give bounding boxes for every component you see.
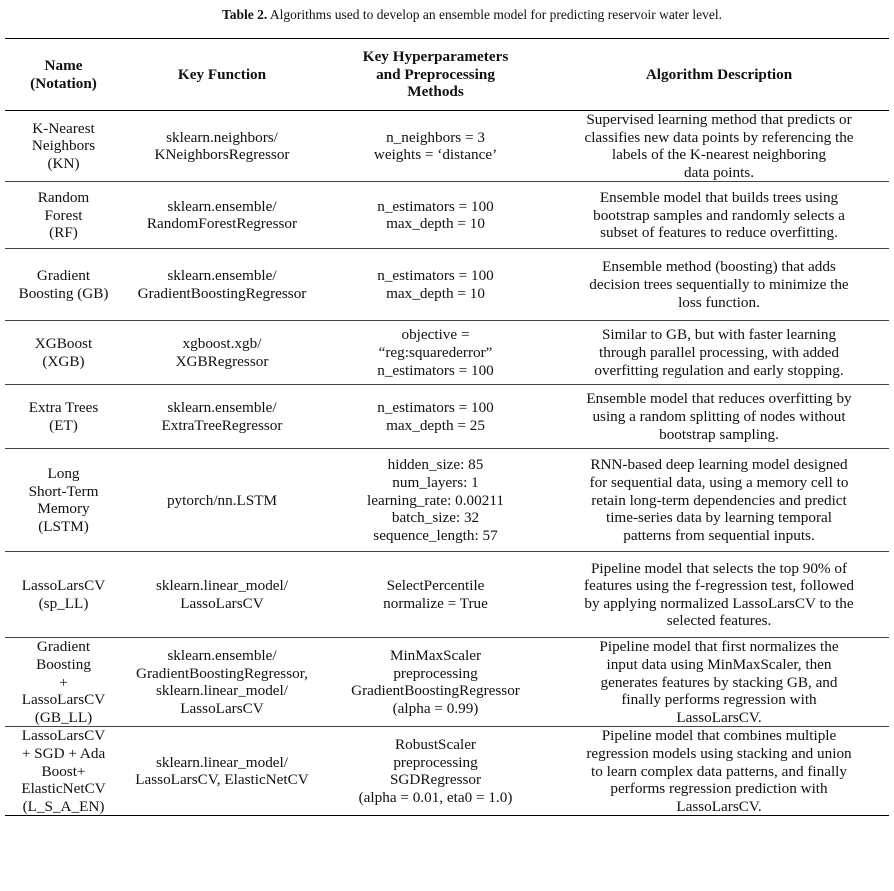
description-cell-line: Pipeline model that selects the top 90% of <box>590 559 848 577</box>
function-cell-line: sklearn.neighbors/ <box>166 128 278 146</box>
table-row <box>5 552 889 638</box>
name-cell-line: + SGD + Ada <box>21 744 106 762</box>
name-cell-line: Random <box>37 188 90 206</box>
function-cell <box>122 727 322 816</box>
function-cell-line: pytorch/nn.LSTM <box>166 491 278 509</box>
params-cell <box>322 638 549 727</box>
description-cell-line: Supervised learning method that predicts or <box>586 111 852 128</box>
params-cell-line: n_estimators = 100 <box>377 399 494 417</box>
params-cell <box>322 449 549 552</box>
function-cell-line: XGBRegressor <box>175 352 269 370</box>
description-cell-line: bootstrap sampling. <box>659 425 779 443</box>
params-cell-line: max_depth = 10 <box>386 284 485 302</box>
table-caption <box>222 6 882 24</box>
algorithms-table <box>5 38 889 816</box>
function-cell <box>122 111 322 182</box>
header-hyperparameters-line: and Preprocessing <box>376 65 495 83</box>
header-hyperparameters-line: Methods <box>407 83 464 101</box>
function-cell-line: KNeighborsRegressor <box>154 146 290 164</box>
function-cell <box>122 552 322 638</box>
name-cell-line: K-Nearest <box>32 119 95 137</box>
table-row <box>5 449 889 552</box>
name-cell <box>5 449 122 552</box>
table-body <box>5 111 889 816</box>
name-cell-line: (ET) <box>49 416 78 434</box>
description-cell-line: through parallel processing, with added <box>599 344 839 362</box>
function-cell <box>122 182 322 249</box>
name-cell-line: Gradient <box>36 638 91 656</box>
function-cell <box>122 449 322 552</box>
function-cell-line: LassoLarsCV <box>180 699 264 717</box>
name-cell <box>5 552 122 638</box>
function-cell <box>122 249 322 321</box>
function-cell <box>122 385 322 449</box>
description-cell-line: Ensemble model that reduces overfitting by <box>586 390 852 408</box>
params-cell-line: n_neighbors = 3 <box>386 128 485 146</box>
function-cell-line: RandomForestRegressor <box>146 215 298 233</box>
function-cell-line: sklearn.ensemble/ <box>167 267 277 285</box>
table-row <box>5 321 889 385</box>
description-cell-line: decision trees sequentially to minimize the <box>589 276 849 294</box>
description-cell <box>549 111 889 182</box>
name-cell-line: Extra Trees <box>28 399 99 417</box>
function-cell-line: xgboost.xgb/ <box>182 335 262 353</box>
description-cell <box>549 182 889 249</box>
name-cell-line: Forest <box>44 206 83 224</box>
function-cell-line: sklearn.linear_model/ <box>155 753 288 771</box>
table-row <box>5 727 889 816</box>
function-cell-line: sklearn.linear_model/ <box>155 577 288 595</box>
caption-label: Table 2. <box>222 7 268 22</box>
description-cell <box>549 727 889 816</box>
name-cell <box>5 111 122 182</box>
description-cell <box>549 552 889 638</box>
params-cell-line: (alpha = 0.01, eta0 = 1.0) <box>358 788 513 806</box>
name-cell-line: Short-Term <box>28 482 99 500</box>
name-cell-line: Boost+ <box>41 762 86 780</box>
params-cell-line: max_depth = 25 <box>386 416 485 434</box>
description-cell-line: classifies new data points by referencing the <box>584 128 854 146</box>
name-cell-line: Boosting <box>36 655 91 673</box>
table-row <box>5 638 889 727</box>
name-cell-line: (KN) <box>47 154 80 172</box>
description-cell-line: labels of the K-nearest neighboring <box>611 146 827 164</box>
table-row <box>5 385 889 449</box>
name-cell-line: Memory <box>37 500 90 518</box>
description-cell-line: finally performs regression with <box>621 691 817 709</box>
name-cell-line: (LSTM) <box>38 517 89 535</box>
description-cell <box>549 638 889 727</box>
header-description-line: Algorithm Description <box>645 65 793 83</box>
name-cell-line: LassoLarsCV <box>21 691 106 709</box>
function-cell <box>122 638 322 727</box>
header-row <box>5 39 889 111</box>
header-hyperparameters <box>322 39 549 111</box>
params-cell-line: batch_size: 32 <box>391 509 480 527</box>
params-cell <box>322 552 549 638</box>
params-cell-line: n_estimators = 100 <box>377 197 494 215</box>
name-cell-line: (GB_LL) <box>34 708 93 726</box>
params-cell-line: “reg:squarederror” <box>378 344 493 362</box>
table-row <box>5 182 889 249</box>
params-cell-line: normalize = True <box>383 594 488 612</box>
header-hyperparameters-line: Key Hyperparameters <box>362 48 509 66</box>
header-description <box>549 39 889 111</box>
description-cell-line: Similar to GB, but with faster learning <box>601 326 837 344</box>
params-cell-line: sequence_length: 57 <box>373 526 498 544</box>
name-cell-line: Long <box>47 465 80 483</box>
name-cell <box>5 321 122 385</box>
params-cell <box>322 182 549 249</box>
description-cell-line: LassoLarsCV. <box>676 797 762 815</box>
name-cell-line: (sp_LL) <box>38 594 89 612</box>
name-cell-line: XGBoost <box>34 335 93 353</box>
name-cell-line: (L_S_A_EN) <box>22 797 105 815</box>
name-cell <box>5 727 122 816</box>
function-cell-line: sklearn.ensemble/ <box>167 399 277 417</box>
function-cell-line: LassoLarsCV, ElasticNetCV <box>135 771 309 789</box>
description-cell-line: Pipeline model that first normalizes the <box>599 638 839 656</box>
header-key-function <box>122 39 322 111</box>
table-row <box>5 111 889 182</box>
params-cell-line: SGDRegressor <box>389 771 482 789</box>
caption-text: Algorithms used to develop an ensemble model for predicting reservoir water level. <box>269 7 723 22</box>
description-cell-line: data points. <box>683 163 755 181</box>
params-cell-line: objective = <box>401 326 470 344</box>
params-cell-line: learning_rate: 0.00211 <box>367 491 504 509</box>
function-cell-line: GradientBoostingRegressor, <box>136 664 308 682</box>
params-cell-line: max_depth = 10 <box>386 215 485 233</box>
description-cell-line: regression models using stacking and union <box>586 744 852 762</box>
description-cell <box>549 249 889 321</box>
params-cell-line: SelectPercentile <box>386 577 485 595</box>
description-cell-line: selected features. <box>666 612 772 630</box>
name-cell-line: ElasticNetCV <box>21 780 106 798</box>
name-cell-line: Gradient <box>36 267 91 285</box>
description-cell-line: LassoLarsCV. <box>676 708 762 726</box>
description-cell-line: loss function. <box>678 293 760 311</box>
description-cell-line: generates features by stacking GB, and <box>600 673 838 691</box>
params-cell-line: GradientBoostingRegressor <box>351 682 520 700</box>
params-cell-line: (alpha = 0.99) <box>392 699 479 717</box>
description-cell-line: overfitting regulation and early stopping. <box>594 361 844 379</box>
name-cell <box>5 249 122 321</box>
params-cell <box>322 321 549 385</box>
header-name-line: (Notation) <box>30 74 97 92</box>
function-cell <box>122 321 322 385</box>
description-cell <box>549 449 889 552</box>
function-cell-line: sklearn.ensemble/ <box>167 197 277 215</box>
description-cell <box>549 321 889 385</box>
function-cell-line: GradientBoostingRegressor <box>137 284 307 302</box>
params-cell <box>322 249 549 321</box>
description-cell-line: time-series data by learning temporal <box>605 509 833 527</box>
name-cell-line: LassoLarsCV <box>21 577 106 595</box>
header-name <box>5 39 122 111</box>
description-cell-line: retain long-term dependencies and predict <box>591 491 847 509</box>
name-cell-line: Boosting (GB) <box>18 284 109 302</box>
params-cell-line: RobustScaler <box>395 736 476 754</box>
description-cell <box>549 385 889 449</box>
description-cell-line: subset of features to reduce overfitting. <box>600 224 838 242</box>
name-cell-line: Neighbors <box>31 137 96 155</box>
description-cell-line: features using the f-regression test, followed <box>584 577 854 595</box>
params-cell <box>322 111 549 182</box>
function-cell-line: sklearn.linear_model/ <box>155 682 288 700</box>
header-key-function-line: Key Function <box>177 65 267 83</box>
params-cell-line: hidden_size: 85 <box>387 456 484 474</box>
function-cell-line: ExtraTreeRegressor <box>161 416 283 434</box>
params-cell-line: MinMaxScaler <box>389 647 482 665</box>
description-cell-line: RNN-based deep learning model designed <box>590 456 848 474</box>
name-cell <box>5 182 122 249</box>
name-cell-line: LassoLarsCV <box>21 727 106 745</box>
description-cell-line: for sequential data, using a memory cell to <box>589 473 849 491</box>
params-cell <box>322 727 549 816</box>
function-cell-line: LassoLarsCV <box>180 594 264 612</box>
description-cell-line: to learn complex data patterns, and finally <box>591 762 847 780</box>
description-cell-line: Pipeline model that combines multiple <box>601 727 837 745</box>
params-cell-line: weights = ‘distance’ <box>373 146 498 164</box>
table-row <box>5 249 889 321</box>
name-cell <box>5 385 122 449</box>
header-name-line: Name <box>44 56 83 74</box>
params-cell-line: n_estimators = 100 <box>377 267 494 285</box>
params-cell-line: num_layers: 1 <box>392 473 479 491</box>
params-cell <box>322 385 549 449</box>
description-cell-line: Ensemble method (boosting) that adds <box>602 258 836 276</box>
description-cell-line: by applying normalized LassoLarsCV to the <box>584 594 854 612</box>
params-cell-line: n_estimators = 100 <box>377 361 494 379</box>
params-cell-line: preprocessing <box>393 753 478 771</box>
description-cell-line: using a random splitting of nodes without <box>592 408 846 426</box>
name-cell-line: (XGB) <box>42 352 85 370</box>
description-cell-line: Ensemble model that builds trees using <box>599 188 839 206</box>
name-cell <box>5 638 122 727</box>
description-cell-line: input data using MinMaxScaler, then <box>606 655 832 673</box>
name-cell-line: (RF) <box>49 224 78 242</box>
description-cell-line: patterns from sequential inputs. <box>623 526 815 544</box>
name-cell-line: + <box>59 673 68 691</box>
params-cell-line: preprocessing <box>393 664 478 682</box>
description-cell-line: performs regression prediction with <box>610 780 828 798</box>
description-cell-line: bootstrap samples and randomly selects a <box>593 206 845 224</box>
function-cell-line: sklearn.ensemble/ <box>167 647 277 665</box>
